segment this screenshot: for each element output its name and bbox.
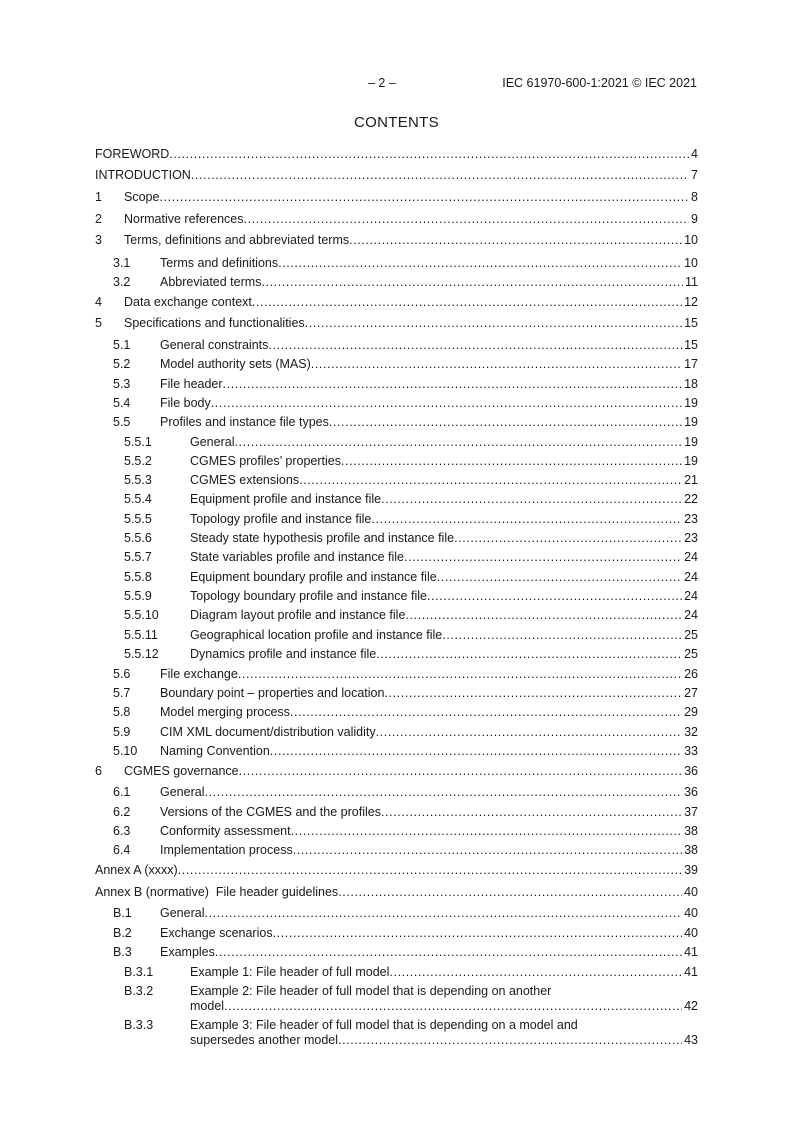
dot-leader — [427, 589, 682, 604]
toc-entry-annex-b[interactable]: Annex B (normative) File header guidelines ..... 40 — [95, 885, 698, 900]
table-of-contents — [95, 0, 698, 1122]
toc-entry-4[interactable]: 4 Data exchange context ..... 12 — [95, 295, 698, 310]
toc-entry-5-5-7[interactable]: 5.5.7 State variables profile and instance file ..... 24 — [95, 550, 698, 565]
dot-leader — [223, 377, 683, 392]
dot-leader — [244, 212, 690, 227]
dot-leader — [270, 744, 682, 759]
toc-entry-6[interactable]: 6 CGMES governance ..... 36 — [95, 764, 698, 779]
toc-entry-5-5-2[interactable]: 5.5.2 CGMES profiles’ properties ..... 19 — [95, 454, 698, 469]
toc-entry-5-5-1[interactable]: 5.5.1 General ..... 19 — [95, 435, 698, 450]
dot-leader — [349, 233, 682, 248]
dot-leader — [442, 628, 682, 643]
dot-leader — [211, 396, 682, 411]
toc-entry-5-5[interactable]: 5.5 Profiles and instance file types ..... 19 — [95, 415, 698, 430]
toc-entry-2[interactable]: 2 Normative references ..... 9 — [95, 212, 698, 227]
toc-entry-3[interactable]: 3 Terms, definitions and abbreviated terms ..... 10 — [95, 233, 698, 248]
toc-entry-b-2[interactable]: B.2 Exchange scenarios ..... 40 — [95, 926, 698, 941]
toc-entry-5-4[interactable]: 5.4 File body ..... 19 — [95, 396, 698, 411]
toc-entry-5-5-11[interactable]: 5.5.11 Geographical location profile and instance file ..... 25 — [95, 628, 698, 643]
toc-entry-5-3[interactable]: 5.3 File header ..... 18 — [95, 377, 698, 392]
dot-leader — [454, 531, 682, 546]
toc-entry-5-5-6[interactable]: 5.5.6 Steady state hypothesis profile and instance file ..... 23 — [95, 531, 698, 546]
toc-entry-5-5-9[interactable]: 5.5.9 Topology boundary profile and instance file ..... 24 — [95, 589, 698, 604]
page-number: – 2 – — [368, 76, 396, 90]
toc-entry-3-2[interactable]: 3.2 Abbreviated terms ..... 11 — [95, 275, 698, 290]
toc-entry-5-8[interactable]: 5.8 Model merging process ..... 29 — [95, 705, 698, 720]
toc-entry-foreword[interactable]: FOREWORD ..... 4 — [95, 147, 698, 162]
dot-leader — [239, 764, 682, 779]
dot-leader — [261, 275, 683, 290]
toc-entry-6-4[interactable]: 6.4 Implementation process ..... 38 — [95, 843, 698, 858]
standard-reference: IEC 61970-600-1:2021 © IEC 2021 — [502, 76, 697, 90]
toc-entry-5-5-12[interactable]: 5.5.12 Dynamics profile and instance file ..... 25 — [95, 647, 698, 662]
dot-leader — [178, 863, 682, 878]
dot-leader — [376, 647, 682, 662]
dot-leader — [381, 492, 682, 507]
dot-leader — [290, 705, 682, 720]
toc-entry-b-3-1[interactable]: B.3.1 Example 1: File header of full model ..... 41 — [95, 965, 698, 980]
toc-entry-5-5-5[interactable]: 5.5.5 Topology profile and instance file ..... 23 — [95, 512, 698, 527]
dot-leader — [341, 454, 682, 469]
toc-entry-b-3-3[interactable]: B.3.3 Example 3: File header of full model that is depending on a model and supersedes another model ..... 43 — [95, 1018, 698, 1048]
dot-leader — [381, 805, 682, 820]
dot-leader — [404, 550, 682, 565]
toc-entry-annex-a[interactable]: Annex A (xxxx) ..... 39 — [95, 863, 698, 878]
toc-entry-5-6[interactable]: 5.6 File exchange ..... 26 — [95, 667, 698, 682]
dot-leader — [329, 415, 682, 430]
toc-entry-1[interactable]: 1 Scope ..... 8 — [95, 190, 698, 205]
dot-leader — [273, 926, 683, 941]
toc-entry-5-7[interactable]: 5.7 Boundary point – properties and location ..... 27 — [95, 686, 698, 701]
dot-leader — [238, 667, 682, 682]
dot-leader — [215, 945, 682, 960]
dot-leader — [299, 473, 682, 488]
dot-leader — [311, 357, 682, 372]
toc-entry-3-1[interactable]: 3.1 Terms and definitions ..... 10 — [95, 256, 698, 271]
toc-entry-5-5-8[interactable]: 5.5.8 Equipment boundary profile and instance file ..... 24 — [95, 570, 698, 585]
toc-entry-6-2[interactable]: 6.2 Versions of the CGMES and the profiles ..... 37 — [95, 805, 698, 820]
dot-leader — [293, 843, 682, 858]
toc-entry-5-1[interactable]: 5.1 General constraints ..... 15 — [95, 338, 698, 353]
dot-leader — [384, 686, 682, 701]
dot-leader — [389, 965, 682, 980]
toc-entry-5-5-10[interactable]: 5.5.10 Diagram layout profile and instance file ..... 24 — [95, 608, 698, 623]
dot-leader — [437, 570, 682, 585]
page-title: CONTENTS — [354, 114, 439, 131]
dot-leader — [224, 999, 682, 1014]
toc-entry-5[interactable]: 5 Specifications and functionalities ..... 15 — [95, 316, 698, 331]
toc-entry-5-5-3[interactable]: 5.5.3 CGMES extensions ..... 21 — [95, 473, 698, 488]
dot-leader — [191, 168, 689, 183]
toc-entry-b-1[interactable]: B.1 General ..... 40 — [95, 906, 698, 921]
dot-leader — [268, 338, 682, 353]
dot-leader — [169, 147, 689, 162]
toc-entry-5-9[interactable]: 5.9 CIM XML document/distribution validity ..... 32 — [95, 725, 698, 740]
dot-leader — [204, 785, 682, 800]
toc-entry-5-2[interactable]: 5.2 Model authority sets (MAS) ..... 17 — [95, 357, 698, 372]
toc-entry-6-3[interactable]: 6.3 Conformity assessment ..... 38 — [95, 824, 698, 839]
dot-leader — [234, 435, 682, 450]
dot-leader — [305, 316, 682, 331]
toc-entry-6-1[interactable]: 6.1 General ..... 36 — [95, 785, 698, 800]
dot-leader — [338, 1033, 682, 1048]
dot-leader — [371, 512, 682, 527]
toc-entry-b-3-2[interactable]: B.3.2 Example 2: File header of full model that is depending on another model ..... 42 — [95, 984, 698, 1014]
dot-leader — [159, 190, 689, 205]
toc-entry-b-3[interactable]: B.3 Examples ..... 41 — [95, 945, 698, 960]
toc-entry-5-5-4[interactable]: 5.5.4 Equipment profile and instance file ..... 22 — [95, 492, 698, 507]
dot-leader — [291, 824, 682, 839]
dot-leader — [338, 885, 682, 900]
dot-leader — [252, 295, 682, 310]
dot-leader — [278, 256, 682, 271]
dot-leader — [204, 906, 682, 921]
toc-entry-5-10[interactable]: 5.10 Naming Convention ..... 33 — [95, 744, 698, 759]
dot-leader — [376, 725, 682, 740]
dot-leader — [405, 608, 682, 623]
toc-entry-introduction[interactable]: INTRODUCTION ..... 7 — [95, 168, 698, 183]
